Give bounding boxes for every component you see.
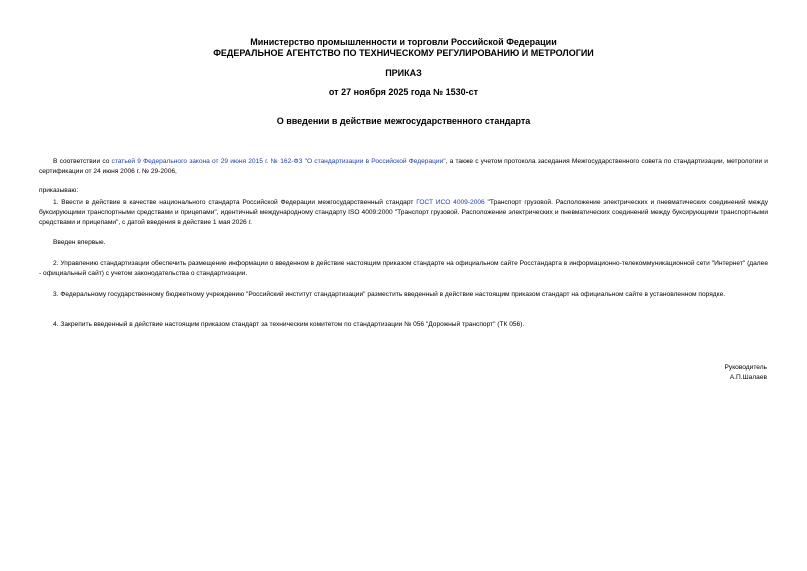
item-2-paragraph: 2. Управлению стандартизации обеспечить размещение информации о введенном в действие настоящим приказом стандарте на официальном сайте Росстандарта в информационно-телекоммуникационной сети "Интернет" (далее - официальный сайт) с учетом законодательства о стандартизации. <box>39 260 768 277</box>
item-1-prefix: 1. Ввести в действие в качестве национального стандарта Российской Федерации межгосударственный стандарт <box>53 199 417 206</box>
document-date-number: от 27 ноября 2025 года № 1530-ст <box>328 87 479 97</box>
document-type: ПРИКАЗ <box>385 68 422 78</box>
order-word: приказываю: <box>39 187 79 194</box>
law-link[interactable]: статьей 9 Федерального закона от 29 июня 2015 г. № 162-ФЗ "О стандартизации в Российской Федерации" <box>111 158 446 165</box>
signature-position: Руководитель <box>724 364 767 371</box>
item-1-suffix: "Транспорт грузовой. Расположение электрических и пневматических соединений между буксирующими транспортными средствами и прицепами", идентичный международному стандарту ISO 4009:2000 "Транспорт грузовой. Расположение электрических и пневматических соединений между буксирующими транспортными средствами и прицепами", с датой введения в действие 1 мая 2026 г. <box>39 199 768 226</box>
agency-name: ФЕДЕРАЛЬНОЕ АГЕНТСТВО ПО ТЕХНИЧЕСКОМУ РЕГУЛИРОВАНИЮ И МЕТРОЛОГИИ <box>213 48 594 58</box>
preamble-suffix: , а также с учетом протокола заседания Межгосударственного совета по стандартизации, метрологии и сертификации от 24 июня 2006 г. № 29-2006, <box>39 158 768 175</box>
first-time-note: Введен впервые. <box>53 239 106 246</box>
document-title: О введении в действие межгосударственного стандарта <box>276 116 531 126</box>
item-4-paragraph: 4. Закрепить введенный в действие настоящим приказом стандарт за техническим комитетом по стандартизации № 056 "Дорожный транспорт" (ТК 056). <box>53 321 525 328</box>
item-1-paragraph <box>39 198 768 228</box>
preamble-paragraph <box>39 157 768 177</box>
ministry-name: Министерство промышленности и торговли Российской Федерации <box>250 37 557 47</box>
signature-name: А.П.Шалаев <box>729 374 767 381</box>
standard-link[interactable]: ГОСТ ИСО 4009-2006 <box>416 199 485 206</box>
preamble-prefix: В соответствии со <box>53 158 112 165</box>
item-3-paragraph: 3. Федеральному государственному бюджетному учреждению "Российский институт стандартизации" разместить введенный в действие настоящим приказом стандарт на официальном сайте в установленном порядке. <box>53 291 726 298</box>
